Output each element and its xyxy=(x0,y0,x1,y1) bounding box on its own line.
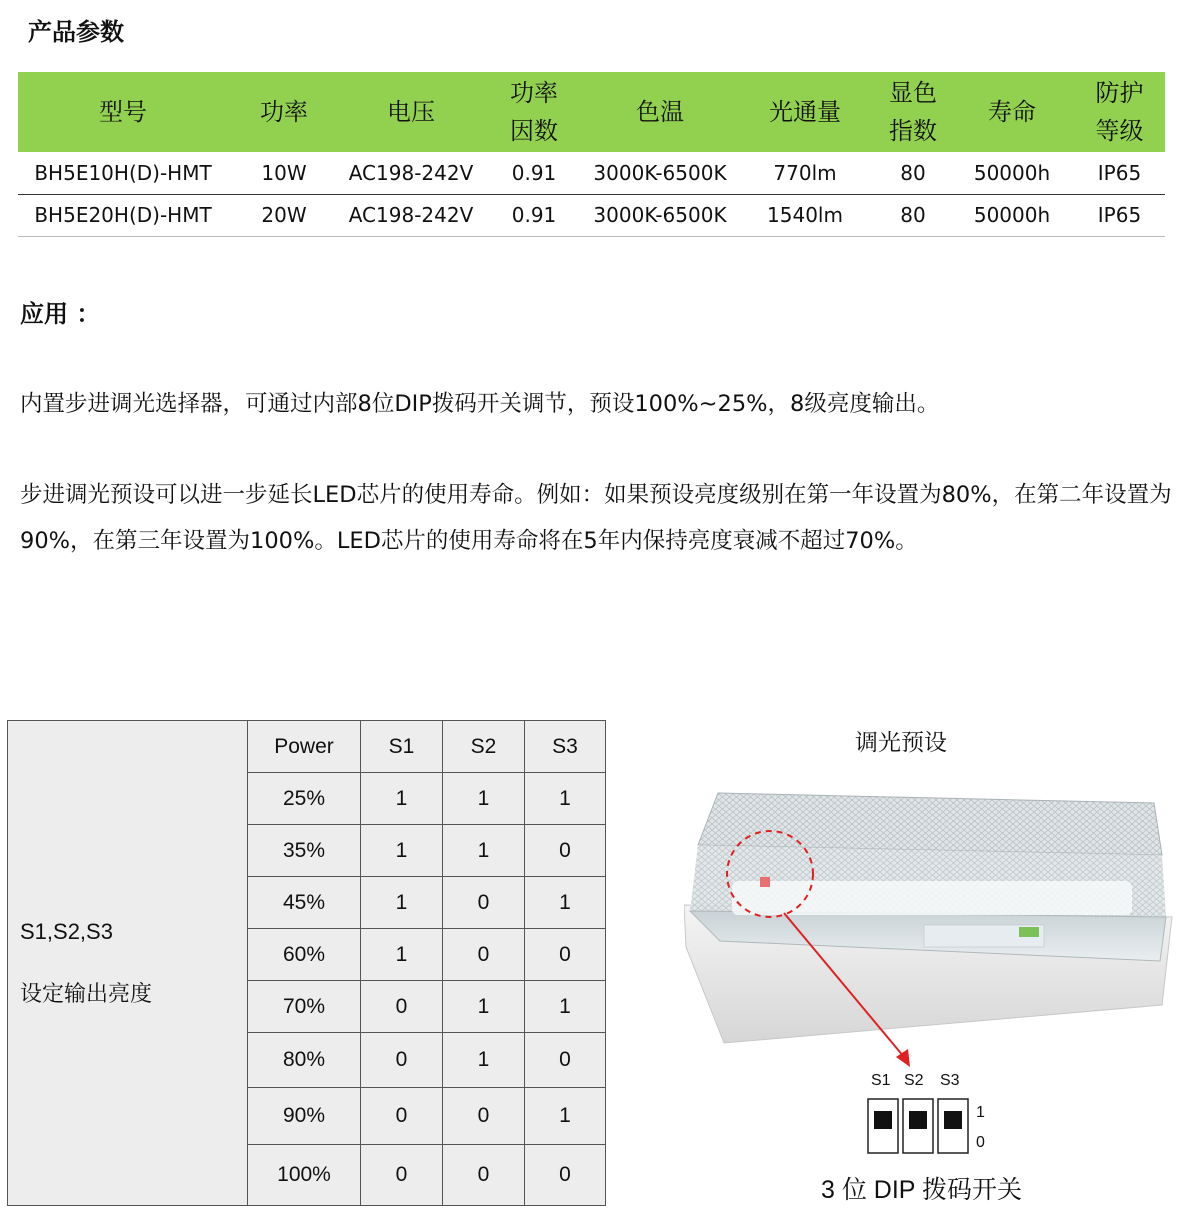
dim-s1: 0 xyxy=(361,1145,443,1206)
header-power: 功率 xyxy=(228,72,340,152)
header-lifetime: 寿命 xyxy=(950,72,1074,152)
header-model: 型号 xyxy=(18,72,228,152)
dim-s1: 0 xyxy=(361,1033,443,1088)
header-color-temp: 色温 xyxy=(586,72,734,152)
dim-s3: 1 xyxy=(525,1088,606,1145)
dim-s3: 1 xyxy=(525,877,606,929)
dim-s2: 0 xyxy=(443,1145,525,1206)
header-cri: 显色 指数 xyxy=(876,72,950,152)
dim-power: 70% xyxy=(248,981,361,1033)
cell-luminous-flux: 770lm xyxy=(734,152,876,194)
dim-s3: 0 xyxy=(525,1033,606,1088)
header-luminous-flux: 光通量 xyxy=(734,72,876,152)
cell-voltage: AC198-242V xyxy=(340,194,482,236)
dip-switch-diagram xyxy=(866,1072,1006,1164)
dim-s3: 0 xyxy=(525,929,606,981)
dim-power: 25% xyxy=(248,773,361,825)
dimming-table xyxy=(7,720,606,1206)
paragraph-lifetime-example: 步进调光预设可以进一步延长LED芯片的使用寿命。例如：如果预设亮度级别在第一年设置为80%，在第二年设置为90%，在第三年设置为100%。LED芯片的使用寿命将在5年内保持亮度衰减不超过70%。 xyxy=(20,482,1172,554)
dim-power: 90% xyxy=(248,1088,361,1145)
cell-power-factor: 0.91 xyxy=(482,194,586,236)
dim-s1: 0 xyxy=(361,1088,443,1145)
dim-s3: 0 xyxy=(525,1145,606,1206)
cell-model: BH5E20H(D)-HMT xyxy=(18,194,228,236)
table-row xyxy=(18,152,1165,194)
dip-on-label: 1 xyxy=(976,1104,985,1121)
dim-s3: 0 xyxy=(525,825,606,877)
cell-power: 20W xyxy=(228,194,340,236)
cell-color-temp: 3000K-6500K xyxy=(586,194,734,236)
dim-power: 80% xyxy=(248,1033,361,1088)
table-row xyxy=(18,194,1165,236)
dim-s1: 1 xyxy=(361,773,443,825)
dimming-description-text: 设定输出亮度 xyxy=(20,981,153,1006)
fixture-illustration xyxy=(684,785,1174,1075)
spec-header-row xyxy=(18,72,1165,152)
fixture-lens-top xyxy=(698,793,1162,855)
switch-label-s1: S1 xyxy=(871,1072,891,1089)
dim-s2: 0 xyxy=(443,877,525,929)
dim-s3: 1 xyxy=(525,773,606,825)
dim-s3: 1 xyxy=(525,981,606,1033)
header-power-factor: 功率 因数 xyxy=(482,72,586,152)
figure-title: 调光预设 xyxy=(855,730,947,756)
header-voltage: 电压 xyxy=(340,72,482,152)
dim-s2: 1 xyxy=(443,825,525,877)
dimming-description xyxy=(8,721,248,1206)
dim-header-power: Power xyxy=(248,721,361,773)
dim-s2: 1 xyxy=(443,1033,525,1088)
dimming-header-row xyxy=(8,721,606,773)
cell-power: 10W xyxy=(228,152,340,194)
cell-model: BH5E10H(D)-HMT xyxy=(18,152,228,194)
dim-s1: 1 xyxy=(361,877,443,929)
cell-cri: 80 xyxy=(876,152,950,194)
dip-off-label: 0 xyxy=(976,1134,985,1151)
dip-switch-caption: 3 位 DIP 拨码开关 xyxy=(821,1176,1022,1204)
spec-table xyxy=(18,72,1165,237)
dim-header-s1: S1 xyxy=(361,721,443,773)
dim-header-s2: S2 xyxy=(443,721,525,773)
dim-s1: 1 xyxy=(361,825,443,877)
section-title-params: 产品参数 xyxy=(28,18,124,46)
dim-s1: 0 xyxy=(361,981,443,1033)
dim-power: 60% xyxy=(248,929,361,981)
switch-label-s2: S2 xyxy=(904,1072,924,1089)
cell-luminous-flux: 1540lm xyxy=(734,194,876,236)
dim-s2: 0 xyxy=(443,929,525,981)
cell-protection: IP65 xyxy=(1074,152,1165,194)
dim-s2: 0 xyxy=(443,1088,525,1145)
dim-header-s3: S3 xyxy=(525,721,606,773)
switch-label-s3: S3 xyxy=(940,1072,960,1089)
cell-voltage: AC198-242V xyxy=(340,152,482,194)
dim-s2: 1 xyxy=(443,981,525,1033)
dim-power: 35% xyxy=(248,825,361,877)
dim-power: 100% xyxy=(248,1145,361,1206)
dim-s1: 1 xyxy=(361,929,443,981)
dimming-description-switches: S1,S2,S3 xyxy=(20,919,113,944)
cell-color-temp: 3000K-6500K xyxy=(586,152,734,194)
dim-s2: 1 xyxy=(443,773,525,825)
cell-lifetime: 50000h xyxy=(950,194,1074,236)
cell-power-factor: 0.91 xyxy=(482,152,586,194)
dim-power: 45% xyxy=(248,877,361,929)
header-protection: 防护 等级 xyxy=(1074,72,1165,152)
paragraph-dimming-selector: 内置步进调光选择器，可通过内部8位DIP拨码开关调节，预设100%~25%，8级亮度输出。 xyxy=(20,391,940,417)
section-title-application: 应用 ： xyxy=(20,300,101,328)
cell-protection: IP65 xyxy=(1074,194,1165,236)
cell-cri: 80 xyxy=(876,194,950,236)
cell-lifetime: 50000h xyxy=(950,152,1074,194)
